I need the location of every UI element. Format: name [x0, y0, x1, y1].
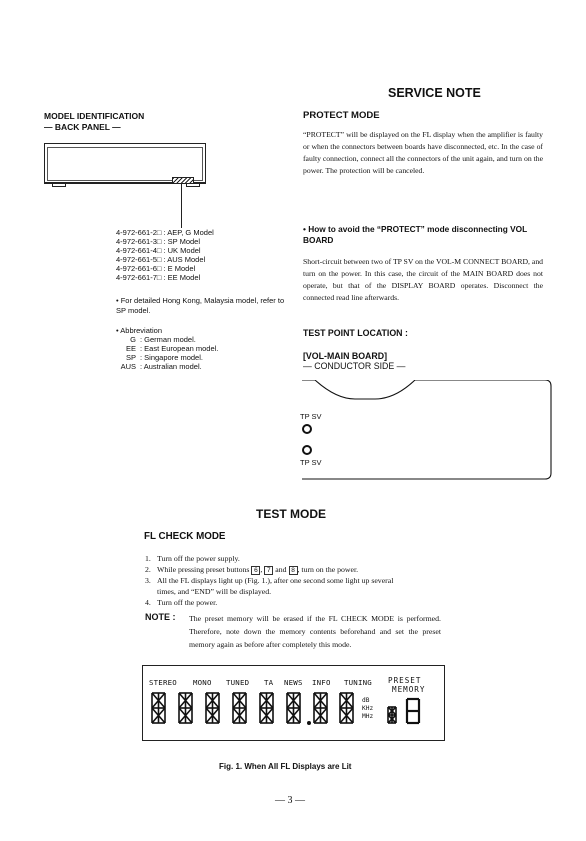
- step-3: 3. All the FL displays light up (Fig. 1.), after one second some light up several: [145, 576, 394, 585]
- protect-mode-heading: PROTECT MODE: [303, 110, 380, 121]
- memory-label: MEMORY: [392, 685, 426, 694]
- label-pointer-line: [181, 184, 182, 228]
- avoid-protect-text: Short-circuit between two of TP SV on the VOL-M CONNECT BOARD, and turn on the power. In this case, the circuit of the MAIN BOARD does not operate, but that of the DISPLAY BOARD operates. Disconnect the connected read line afterwards.: [303, 257, 544, 303]
- unit-mhz: MHz: [362, 713, 374, 720]
- board-side: — CONDUCTOR SIDE —: [303, 361, 406, 371]
- vol-main-board-diagram: [300, 380, 553, 481]
- fl-digit-3: [233, 693, 246, 723]
- preset-button-7: 7: [264, 566, 273, 575]
- indicator-tuned: TUNED: [226, 678, 250, 687]
- back-panel-inner-edge: [47, 147, 203, 181]
- fl-digit-0: [152, 693, 165, 723]
- tp-sv-label-upper: TP SV: [300, 412, 322, 421]
- model-label-sticker: [172, 177, 194, 184]
- abbreviation-block: [116, 327, 218, 372]
- indicator-info: INFO: [312, 678, 331, 687]
- test-point-heading: TEST POINT LOCATION :: [303, 328, 408, 338]
- note-label: NOTE :: [145, 612, 176, 622]
- tp-sv-point-upper: [302, 424, 312, 434]
- step-3-continued: times, and “END” will be displayed.: [157, 587, 272, 596]
- unit-db: dB: [362, 697, 370, 704]
- board-outline: [302, 380, 551, 479]
- abbreviation-text: : German model.: [140, 334, 196, 344]
- indicator-stereo: STEREO: [149, 678, 177, 687]
- test-mode-heading: TEST MODE: [256, 507, 327, 521]
- preset-button-6: 6: [251, 566, 260, 575]
- model-identification-title: MODEL IDENTIFICATION: [44, 111, 145, 121]
- abbreviation-text: : Australian model.: [140, 361, 202, 371]
- protect-mode-text: “PROTECT” will be displayed on the FL display when the amplifier is faulty or when the connectors between boards have disconnected, etc. In the case of faulty connection, connect all the connectors of the unit again, and turn on the power. The protection will be canceled.: [303, 130, 543, 176]
- abbreviation-text: : Singapore model.: [140, 352, 203, 362]
- board-heading: [303, 351, 405, 371]
- abbreviation-table: [116, 336, 218, 372]
- model-item: 4-972-661-3□ : SP Model: [116, 236, 201, 246]
- figure-caption: Fig. 1. When All FL Displays are Lit: [219, 762, 352, 771]
- abbreviation-text: : East European model.: [140, 343, 219, 353]
- page-number: — 3 —: [275, 795, 305, 806]
- model-item: 4-972-661-6□ : E Model: [116, 263, 196, 273]
- indicator-tuning: TUNING: [344, 678, 372, 687]
- abbreviation-code: EE: [125, 343, 136, 353]
- note-text: The preset memory will be erased if the FL CHECK MODE is performed. Therefore, note down the memory contents beforehand and set the preset memory again as before after completely this mode.: [189, 614, 441, 649]
- unit-khz: KHz: [362, 705, 374, 712]
- abbreviation-code: G: [130, 334, 136, 344]
- model-item: 4-972-661-2□ : AEP, G Model: [116, 228, 214, 237]
- fl-digit-5: [287, 693, 300, 723]
- fl-digit-7: [340, 693, 353, 723]
- model-item: 4-972-661-7□ : EE Model: [116, 272, 201, 282]
- abbreviation-title: • Abbreviation: [116, 326, 162, 335]
- back-panel-subtitle: — BACK PANEL —: [44, 122, 121, 132]
- fl-digit-small: [388, 707, 396, 723]
- model-item: 4-972-661-5□ : AUS Model: [116, 254, 206, 264]
- hong-kong-note: • For detailed Hong Kong, Malaysia model, refer to SP model.: [116, 296, 285, 315]
- preset-label: PRESET: [388, 676, 422, 685]
- fl-digit-4: [260, 693, 273, 723]
- fl-digit-6: [314, 693, 327, 723]
- preset-button-8: 8: [289, 566, 298, 575]
- model-list: [116, 229, 214, 282]
- abbreviation-row: [116, 363, 218, 372]
- tp-sv-label-lower: TP SV: [300, 458, 322, 467]
- fl-decimal-point: [307, 721, 311, 725]
- tp-sv-point-lower: [302, 445, 312, 455]
- abbreviation-code: AUS: [120, 361, 136, 371]
- fl-digit-1: [179, 693, 192, 723]
- model-identification-heading: [44, 111, 144, 133]
- step-1: 1. Turn off the power supply.: [145, 554, 240, 563]
- fl-check-mode-heading: FL CHECK MODE: [144, 531, 226, 542]
- fl-segment-digits: [142, 665, 443, 739]
- model-item: 4-972-661-4□ : UK Model: [116, 245, 201, 255]
- avoid-protect-heading: • How to avoid the “PROTECT” mode disconnecting VOL BOARD: [303, 224, 528, 245]
- step-2: 2. While pressing preset buttons 6 , 7 and 8 , turn on the power.: [145, 565, 359, 574]
- step-4: 4. Turn off the power.: [145, 598, 218, 607]
- abbreviation-code: SP: [125, 352, 136, 362]
- board-name: [VOL-MAIN BOARD]: [303, 351, 388, 361]
- indicator-ta: TA: [264, 678, 274, 687]
- back-panel-foot-left: [52, 183, 66, 187]
- service-note-heading: SERVICE NOTE: [388, 86, 481, 100]
- fl-digit-preset: [407, 699, 419, 723]
- fl-digit-2: [206, 693, 219, 723]
- indicator-mono: MONO: [193, 678, 212, 687]
- fl-check-steps: [145, 553, 393, 608]
- indicator-news: NEWS: [284, 678, 303, 687]
